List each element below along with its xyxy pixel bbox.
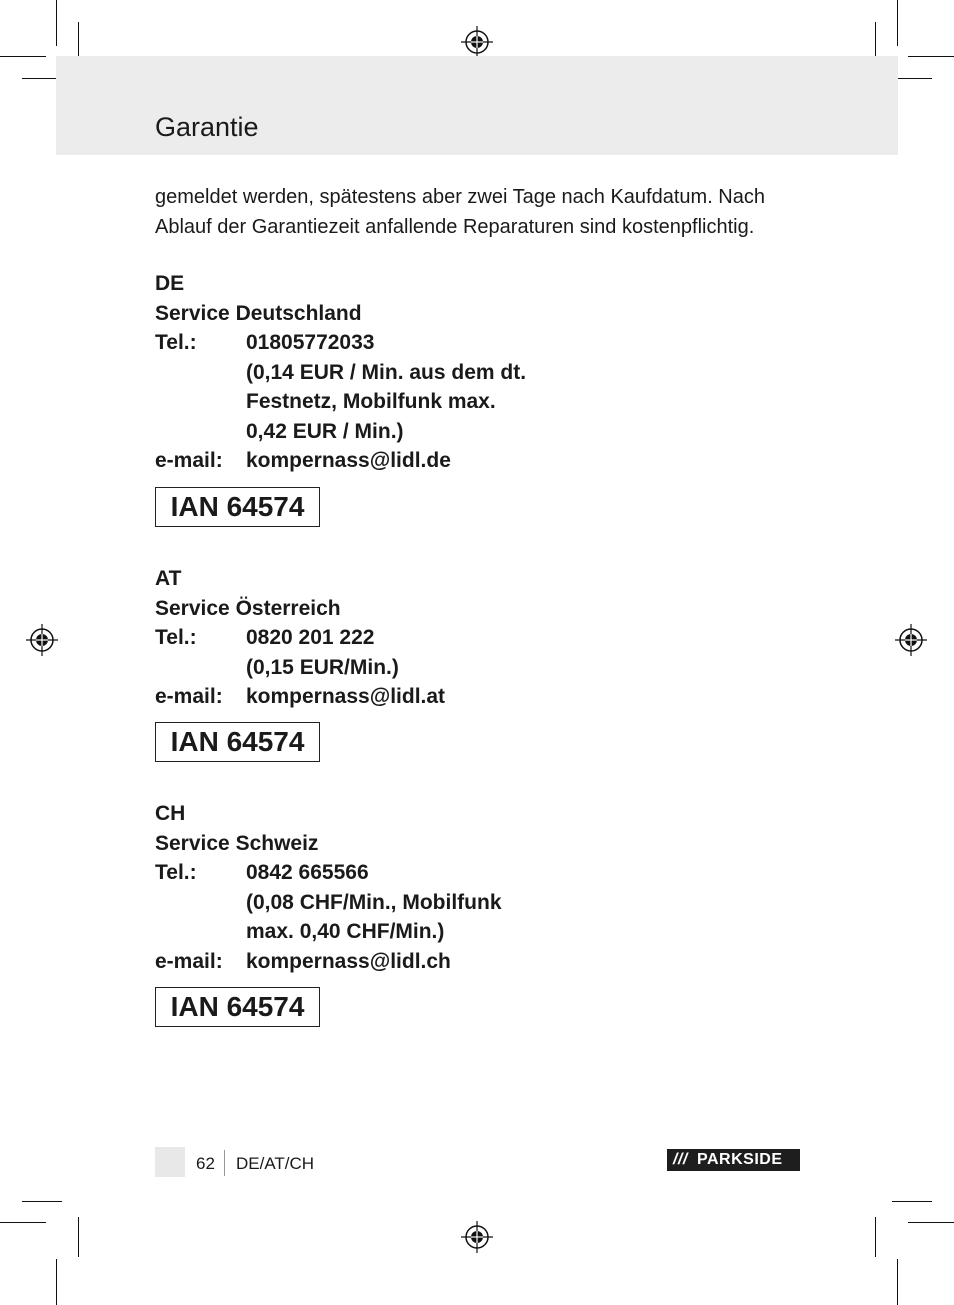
email-row bbox=[155, 947, 502, 977]
brand-name: PARKSIDE bbox=[697, 1151, 783, 1168]
crop-mark bbox=[908, 56, 954, 57]
tel-label: Tel.: bbox=[155, 331, 197, 354]
ian-box: IAN 64574 bbox=[155, 987, 320, 1027]
service-block-at bbox=[155, 564, 445, 712]
country-code: AT bbox=[155, 567, 182, 590]
registration-mark-icon bbox=[461, 1221, 493, 1253]
email-address: kompernass@lidl.at bbox=[246, 685, 446, 708]
tel-note: (0,14 EUR / Min. aus dem dt. bbox=[246, 360, 527, 384]
tel-note-row bbox=[155, 888, 502, 918]
crop-mark bbox=[0, 1222, 46, 1223]
footer-marker bbox=[155, 1147, 185, 1177]
crop-mark bbox=[56, 0, 57, 46]
service-block-ch bbox=[155, 799, 502, 976]
tel-note: (0,08 CHF/Min., Mobilfunk bbox=[246, 890, 502, 914]
email-row bbox=[155, 446, 526, 476]
email-label: e-mail: bbox=[155, 449, 223, 472]
tel-row bbox=[155, 623, 445, 653]
tel-number: 01805772033 bbox=[246, 331, 375, 354]
tel-note: Festnetz, Mobilfunk max. bbox=[246, 390, 496, 413]
email-row bbox=[155, 682, 445, 712]
country-code: CH bbox=[155, 802, 186, 825]
crop-mark bbox=[897, 0, 898, 46]
tel-note: (0,15 EUR/Min.) bbox=[246, 655, 399, 679]
registration-mark-icon bbox=[895, 624, 927, 656]
tel-label: Tel.: bbox=[155, 626, 197, 649]
tel-note-row bbox=[155, 917, 502, 947]
service-block-de bbox=[155, 269, 526, 476]
tel-note-row bbox=[155, 387, 526, 417]
email-label: e-mail: bbox=[155, 685, 223, 708]
registration-mark-icon bbox=[26, 624, 58, 656]
crop-mark bbox=[892, 78, 932, 79]
country-code: DE bbox=[155, 272, 185, 295]
crop-mark bbox=[22, 1201, 62, 1202]
footer-region: DE/AT/CH bbox=[236, 1154, 315, 1173]
service-name: Service Österreich bbox=[155, 596, 341, 620]
ian-box: IAN 64574 bbox=[155, 487, 320, 527]
tel-note-row bbox=[155, 358, 526, 388]
tel-note-row bbox=[155, 653, 445, 683]
intro-paragraph: gemeldet werden, spätestens aber zwei Tage nach Kaufdatum. Nach Ablauf der Garantiezeit anfallende Reparaturen sind kostenpflichtig. bbox=[155, 186, 765, 238]
ian-box: IAN 64574 bbox=[155, 722, 320, 762]
parkside-logo bbox=[667, 1149, 800, 1171]
brand-stripes: /// bbox=[673, 1151, 688, 1168]
crop-mark bbox=[908, 1222, 954, 1223]
email-label: e-mail: bbox=[155, 949, 223, 973]
email-address: kompernass@lidl.ch bbox=[246, 949, 451, 973]
tel-number: 0842 665566 bbox=[246, 861, 369, 884]
crop-mark bbox=[875, 1217, 876, 1257]
crop-mark bbox=[0, 56, 46, 57]
tel-note-row bbox=[155, 417, 526, 447]
page-number: 62 bbox=[196, 1154, 215, 1173]
footer-divider bbox=[224, 1150, 225, 1176]
crop-mark bbox=[892, 1201, 932, 1202]
crop-mark bbox=[78, 1217, 79, 1257]
tel-row bbox=[155, 858, 502, 888]
crop-mark bbox=[897, 1259, 898, 1305]
page-title: Garantie bbox=[155, 112, 259, 142]
tel-label: Tel.: bbox=[155, 861, 197, 884]
tel-number: 0820 201 222 bbox=[246, 626, 375, 649]
registration-mark-icon bbox=[461, 26, 493, 58]
service-name: Service Schweiz bbox=[155, 831, 319, 855]
tel-note: max. 0,40 CHF/Min.) bbox=[246, 920, 445, 943]
service-name: Service Deutschland bbox=[155, 301, 362, 325]
email-address: kompernass@lidl.de bbox=[246, 449, 451, 472]
crop-mark bbox=[56, 1259, 57, 1305]
tel-note: 0,42 EUR / Min.) bbox=[246, 419, 404, 443]
tel-row bbox=[155, 328, 526, 358]
